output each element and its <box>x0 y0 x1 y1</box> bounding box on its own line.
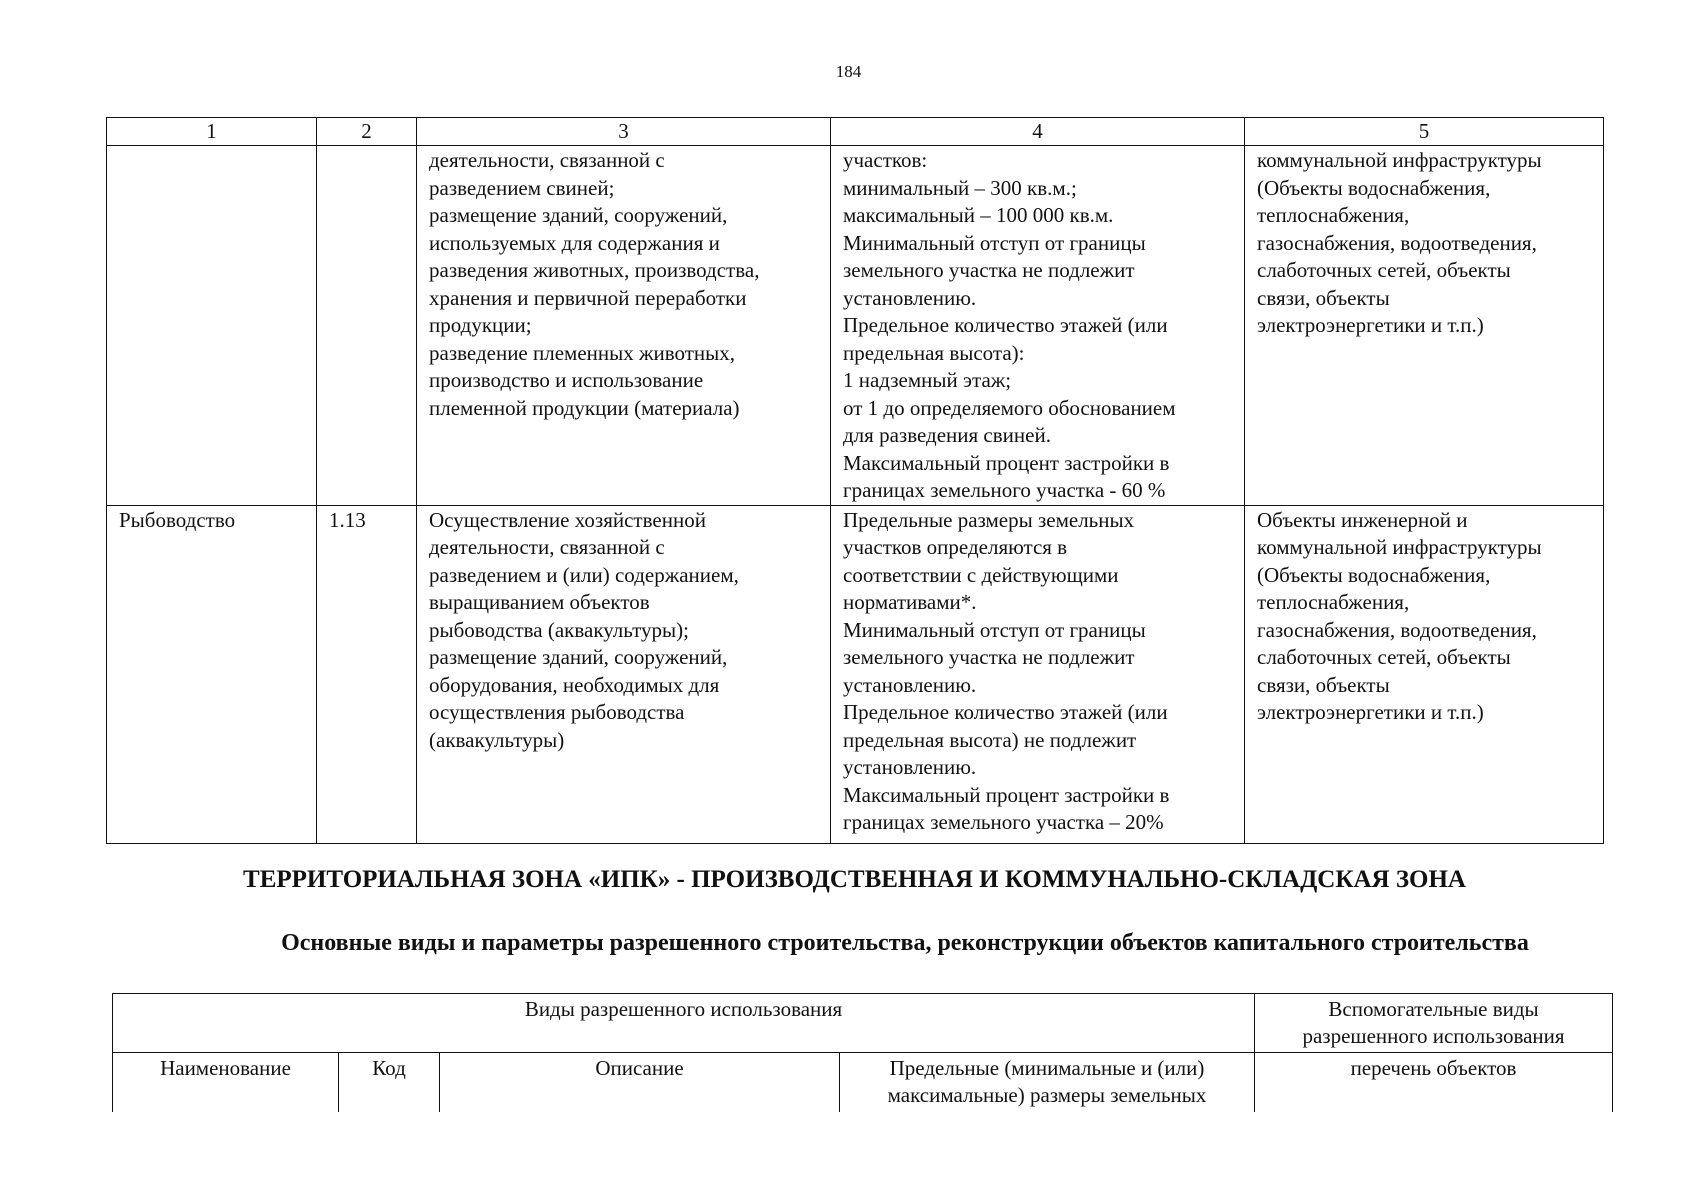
use-name-cell <box>107 146 317 506</box>
column-header-name: Наименование <box>113 1053 339 1113</box>
main-uses-table-header <box>112 993 1613 1112</box>
use-description-cell: Осуществление хозяйственной деятельности, связанной с разведением и (или) содержанием, выращиванием объектов рыбоводства (аквакультуры); размещение зданий, сооружений, оборудования, необходимых для осуществления рыбоводства (аквакультуры) <box>417 505 831 843</box>
parameters-cell: участков: минимальный – 300 кв.м.; максимальный – 100 000 кв.м. Минимальный отступ от границы земельного участка не подлежит установлению. Предельное количество этажей (или предельная высота): 1 надземный этаж; от 1 до определяемого обоснованием для разведения свиней. Максимальный процент застройки в границах земельного участка - 60 % <box>831 146 1245 506</box>
column-header-code: Код <box>339 1053 440 1113</box>
column-number: 5 <box>1245 118 1604 146</box>
page-number: 184 <box>835 62 862 81</box>
column-number-row <box>107 118 1604 146</box>
use-code-cell: 1.13 <box>317 505 417 843</box>
regulations-table-continued <box>106 117 1604 844</box>
use-name-cell: Рыбоводство <box>107 505 317 843</box>
section-title: Основные виды и параметры разрешенного строительства, реконструкции объектов капитального строительства <box>281 930 1529 956</box>
header-row-group <box>113 994 1613 1053</box>
column-number: 2 <box>317 118 417 146</box>
table-row <box>107 146 1604 506</box>
header-row-columns <box>113 1053 1613 1113</box>
column-header-objects-list: перечень объектов <box>1255 1053 1613 1113</box>
auxiliary-uses-cell: Объекты инженерной и коммунальной инфраструктуры (Объекты водоснабжения, теплоснабжения, газоснабжения, водоотведения, слаботочных сетей, объекты связи, объекты электроэнергетики и т.п.) <box>1245 505 1604 843</box>
parameters-cell: Предельные размеры земельных участков определяются в соответствии с действующими нормативами*. Минимальный отступ от границы земельного участка не подлежит установлению. Предельное количество этажей (или предельная высота) не подлежит установлению. Максимальный процент застройки в границах земельного участка – 20% <box>831 505 1245 843</box>
auxiliary-uses-header: Вспомогательные виды разрешенного использования <box>1255 994 1613 1053</box>
use-description-cell: деятельности, связанной с разведением свиней; размещение зданий, сооружений, используемых для содержания и разведения животных, производства, хранения и первичной переработки продукции; разведение племенных животных, производство и использование племенной продукции (материала) <box>417 146 831 506</box>
column-number: 3 <box>417 118 831 146</box>
column-number: 1 <box>107 118 317 146</box>
column-number: 4 <box>831 118 1245 146</box>
zone-title: ТЕРРИТОРИАЛЬНАЯ ЗОНА «ИПК» - ПРОИЗВОДСТВЕННАЯ И КОММУНАЛЬНО-СКЛАДСКАЯ ЗОНА <box>243 866 1466 893</box>
use-code-cell <box>317 146 417 506</box>
column-header-description: Описание <box>440 1053 840 1113</box>
table-row <box>107 505 1604 843</box>
permitted-uses-group-header: Виды разрешенного использования <box>113 994 1255 1053</box>
column-header-parameters: Предельные (минимальные и (или) максимальные) размеры земельных <box>840 1053 1255 1113</box>
auxiliary-uses-cell: коммунальной инфраструктуры (Объекты водоснабжения, теплоснабжения, газоснабжения, водоотведения, слаботочных сетей, объекты связи, объекты электроэнергетики и т.п.) <box>1245 146 1604 506</box>
